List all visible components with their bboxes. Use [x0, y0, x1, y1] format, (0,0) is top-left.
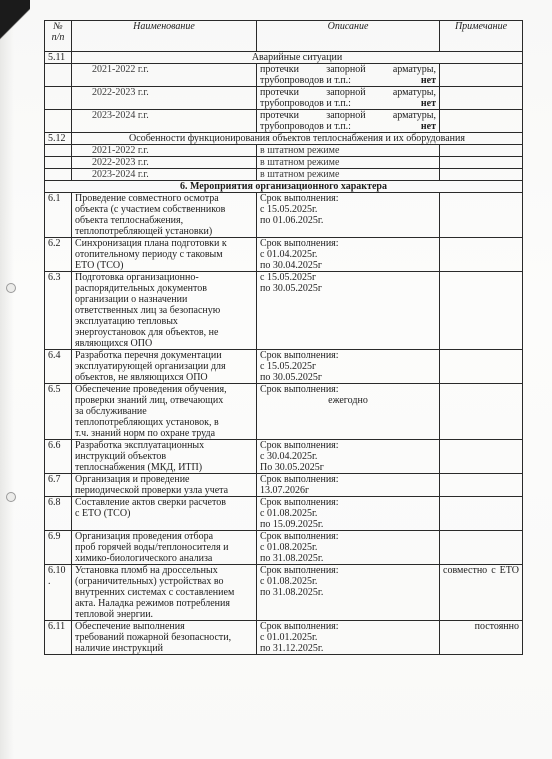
measure-name [72, 384, 257, 440]
deadline-line: с 01.08.2025г. [260, 542, 318, 553]
year-row [45, 64, 523, 87]
row-number-empty [45, 157, 72, 169]
row-number: 6.8 [45, 497, 72, 531]
deadline-line: по 31.12.2025г. [260, 643, 324, 654]
table-row [45, 497, 523, 531]
deadline-line: с 01.01.2025г. [260, 632, 318, 643]
note-cell [440, 193, 523, 238]
name-line: объектов, не являющихся ОПО [75, 372, 208, 383]
row-number: 6.5 [45, 384, 72, 440]
deadline [257, 272, 440, 350]
table-row [45, 531, 523, 565]
deadline-line: с 15.05.2025г. [260, 204, 318, 215]
name-line: Разработка перечня документации [75, 350, 222, 361]
word: трубопроводов и т.п.: [260, 121, 351, 132]
name-line: Организация и проведение [75, 474, 190, 485]
name-line: ЕТО (ТСО) [75, 260, 124, 271]
note-cell [440, 531, 523, 565]
measure-name [72, 497, 257, 531]
row-number-empty [45, 87, 72, 110]
word: протечки [260, 87, 300, 98]
scan-shadow [0, 0, 14, 759]
row-number: 6.7 [45, 474, 72, 497]
plan-table [44, 20, 523, 655]
table-row [45, 440, 523, 474]
note-cell [440, 272, 523, 350]
note-cell [440, 87, 523, 110]
section-row [45, 133, 523, 145]
note-cell [440, 64, 523, 87]
row-number: 6.10 . [45, 565, 72, 621]
deadline-line: по 30.05.2025г [260, 372, 322, 383]
year-cell: 2022-2023 г.г. [72, 157, 257, 169]
year-row [45, 145, 523, 157]
name-line: Организация проведения отбора [75, 531, 214, 542]
note-cell [440, 169, 523, 181]
name-line: проверки знаний лиц, отвечающих [75, 395, 224, 406]
mode-desc: в штатном режиме [257, 145, 440, 157]
deadline-line: Срок выполнения: [260, 621, 339, 632]
name-line: Установка пломб на дроссельных [75, 565, 218, 576]
punch-hole [6, 492, 16, 502]
name-line: Обеспечение выполнения [75, 621, 185, 632]
name-line: Синхронизация плана подготовки к [75, 238, 227, 249]
name-line: (ограничительных) устройствах во [75, 576, 224, 587]
name-line: организации о назначении [75, 294, 188, 305]
deadline-line: По 30.05.2025г [260, 462, 324, 473]
row-number: 6.1 [45, 193, 72, 238]
row-number: 6.11 [45, 621, 72, 655]
deadline-line: с 01.08.2025г. [260, 508, 318, 519]
name-line: наличие инструкций [75, 643, 163, 654]
note-cell [440, 238, 523, 272]
incident-value: нет [420, 98, 436, 109]
deadline [257, 238, 440, 272]
row-number: 6.6 [45, 440, 72, 474]
section-title: 6. Мероприятия организационного характера [45, 181, 523, 193]
scan-corner-shadow [0, 0, 30, 70]
incident-desc [257, 64, 440, 87]
table-row [45, 350, 523, 384]
deadline [257, 474, 440, 497]
name-line: объекта (с участием собственников [75, 204, 226, 215]
word: запорной [326, 110, 366, 121]
deadline-line: по 31.08.2025г. [260, 587, 324, 598]
note-cell: постоянно [440, 621, 523, 655]
deadline-line: с 01.04.2025г. [260, 249, 318, 260]
year-row [45, 110, 523, 133]
name-line: ответственных лиц за безопасную [75, 305, 221, 316]
word: запорной [326, 64, 366, 75]
deadline-line: 13.07.2026г [260, 485, 310, 496]
deadline-line: с 01.08.2025г. [260, 576, 318, 587]
measure-name [72, 621, 257, 655]
header-num: № п/п [45, 21, 72, 52]
deadline-line: Срок выполнения: [260, 497, 339, 508]
deadline [257, 531, 440, 565]
word: трубопроводов и т.п.: [260, 75, 351, 86]
note-cell [440, 350, 523, 384]
desc-line [260, 87, 436, 98]
measure-name [72, 272, 257, 350]
desc-line [260, 98, 436, 109]
deadline-line: Срок выполнения: [260, 384, 339, 395]
year-cell: 2021-2022 г.г. [72, 64, 257, 87]
row-number-empty [45, 145, 72, 157]
name-line: являющихся ОПО [75, 338, 153, 349]
table-row [45, 565, 523, 621]
row-number: 5.12 [45, 133, 72, 145]
table-header-row [45, 21, 523, 52]
name-line: Проведение совместного осмотра [75, 193, 219, 204]
note-cell [440, 145, 523, 157]
name-line: Разработка эксплуатационных [75, 440, 205, 451]
deadline-line: по 30.05.2025г [260, 283, 322, 294]
row-number-empty [45, 169, 72, 181]
deadline [257, 565, 440, 621]
desc-line [260, 75, 436, 86]
deadline-line: по 01.06.2025г. [260, 215, 324, 226]
name-line: за обслуживание [75, 406, 147, 417]
word: арматуры, [392, 110, 436, 121]
section-6-title-row [45, 181, 523, 193]
incident-desc [257, 110, 440, 133]
deadline [257, 621, 440, 655]
name-line: Составление актов сверки расчетов [75, 497, 226, 508]
section-title: Особенности функционирования объектов теплоснабжения и их оборудования [72, 133, 523, 145]
name-line: теплопотребляющих установок, в [75, 417, 219, 428]
note-cell [440, 497, 523, 531]
note-cell [440, 157, 523, 169]
measure-name [72, 238, 257, 272]
desc-line [260, 121, 436, 132]
section-title: Аварийные ситуации [72, 52, 523, 64]
name-line: т.ч. знаний норм по охране труда [75, 428, 216, 439]
measure-name [72, 350, 257, 384]
desc-line [260, 64, 436, 75]
name-line: химико-биологического анализа [75, 553, 213, 564]
name-line: энергоустановок для объектов, не [75, 327, 219, 338]
row-number-empty [45, 110, 72, 133]
note-cell: совместно с ЕТО [440, 565, 523, 621]
name-line: эксплуатацию тепловых [75, 316, 178, 327]
header-desc: Описание [257, 21, 440, 52]
name-line: с ЕТО (ТСО) [75, 508, 131, 519]
deadline [257, 497, 440, 531]
name-line: Обеспечение проведения обучения, [75, 384, 227, 395]
note-cell [440, 384, 523, 440]
deadline-line: Срок выполнения: [260, 565, 339, 576]
measure-name [72, 474, 257, 497]
deadline-line: Срок выполнения: [260, 474, 339, 485]
deadline-line: Срок выполнения: [260, 440, 339, 451]
note-cell [440, 440, 523, 474]
measure-name [72, 193, 257, 238]
year-row [45, 157, 523, 169]
deadline-line: ежегодно [328, 395, 368, 406]
row-number: 6.3 [45, 272, 72, 350]
word: арматуры, [392, 64, 436, 75]
word: протечки [260, 64, 300, 75]
note-cell [440, 474, 523, 497]
word: запорной [326, 87, 366, 98]
section-row [45, 52, 523, 64]
word: арматуры, [392, 87, 436, 98]
year-cell: 2022-2023 г.г. [72, 87, 257, 110]
name-line: распорядительных документов [75, 283, 207, 294]
punch-hole [6, 283, 16, 293]
deadline-line: Срок выполнения: [260, 238, 339, 249]
name-line: теплоснабжения (МКД, ИТП) [75, 462, 203, 473]
table-row [45, 384, 523, 440]
deadline-line: с 30.04.2025г. [260, 451, 318, 462]
name-line: эксплуатирующей организации для [75, 361, 226, 372]
row-number: 6.2 [45, 238, 72, 272]
name-line: отопительному периоду с таковым [75, 249, 223, 260]
year-row [45, 169, 523, 181]
table-row [45, 621, 523, 655]
measure-name [72, 440, 257, 474]
mode-desc: в штатном режиме [257, 169, 440, 181]
mode-desc: в штатном режиме [257, 157, 440, 169]
year-row [45, 87, 523, 110]
name-line: внутренних системах с составлением [75, 587, 235, 598]
year-cell: 2023-2024 г.г. [72, 110, 257, 133]
deadline [257, 350, 440, 384]
deadline-line: по 15.09.2025г. [260, 519, 324, 530]
row-number: 6.4 [45, 350, 72, 384]
deadline-line: Срок выполнения: [260, 193, 339, 204]
deadline-line: Срок выполнения: [260, 350, 339, 361]
row-number-empty [45, 64, 72, 87]
name-line: Подготовка организационно- [75, 272, 199, 283]
word: протечки [260, 110, 300, 121]
word: трубопроводов и т.п.: [260, 98, 351, 109]
deadline-line: Срок выполнения: [260, 531, 339, 542]
name-line: акта. Наладка режимов потребления [75, 598, 230, 609]
deadline [257, 384, 440, 440]
note-cell [440, 110, 523, 133]
name-line: инструкций объектов [75, 451, 167, 462]
name-line: теплопотребляющей установки) [75, 226, 213, 237]
deadline-line: с 15.05.2025г [260, 272, 317, 283]
desc-line [260, 110, 436, 121]
name-line: тепловой энергии. [75, 609, 154, 620]
measure-name [72, 531, 257, 565]
name-line: объекта теплоснабжения, [75, 215, 184, 226]
measure-name [72, 565, 257, 621]
row-number: 6.9 [45, 531, 72, 565]
table-row [45, 474, 523, 497]
deadline [257, 193, 440, 238]
header-note: Примечание [440, 21, 523, 52]
year-cell: 2021-2022 г.г. [72, 145, 257, 157]
header-name: Наименование [72, 21, 257, 52]
deadline [257, 440, 440, 474]
incident-value: нет [420, 75, 436, 86]
year-cell: 2023-2024 г.г. [72, 169, 257, 181]
deadline-line: по 30.04.2025г [260, 260, 322, 271]
row-number: 5.11 [45, 52, 72, 64]
table-row [45, 272, 523, 350]
name-line: проб горячей воды/теплоносителя и [75, 542, 229, 553]
name-line: периодической проверки узла учета [75, 485, 229, 496]
deadline-line: с 15.05.2025г [260, 361, 317, 372]
incident-desc [257, 87, 440, 110]
table-row [45, 238, 523, 272]
incident-value: нет [420, 121, 436, 132]
deadline-line: по 31.08.2025г. [260, 553, 324, 564]
name-line: требований пожарной безопасности, [75, 632, 232, 643]
table-row [45, 193, 523, 238]
